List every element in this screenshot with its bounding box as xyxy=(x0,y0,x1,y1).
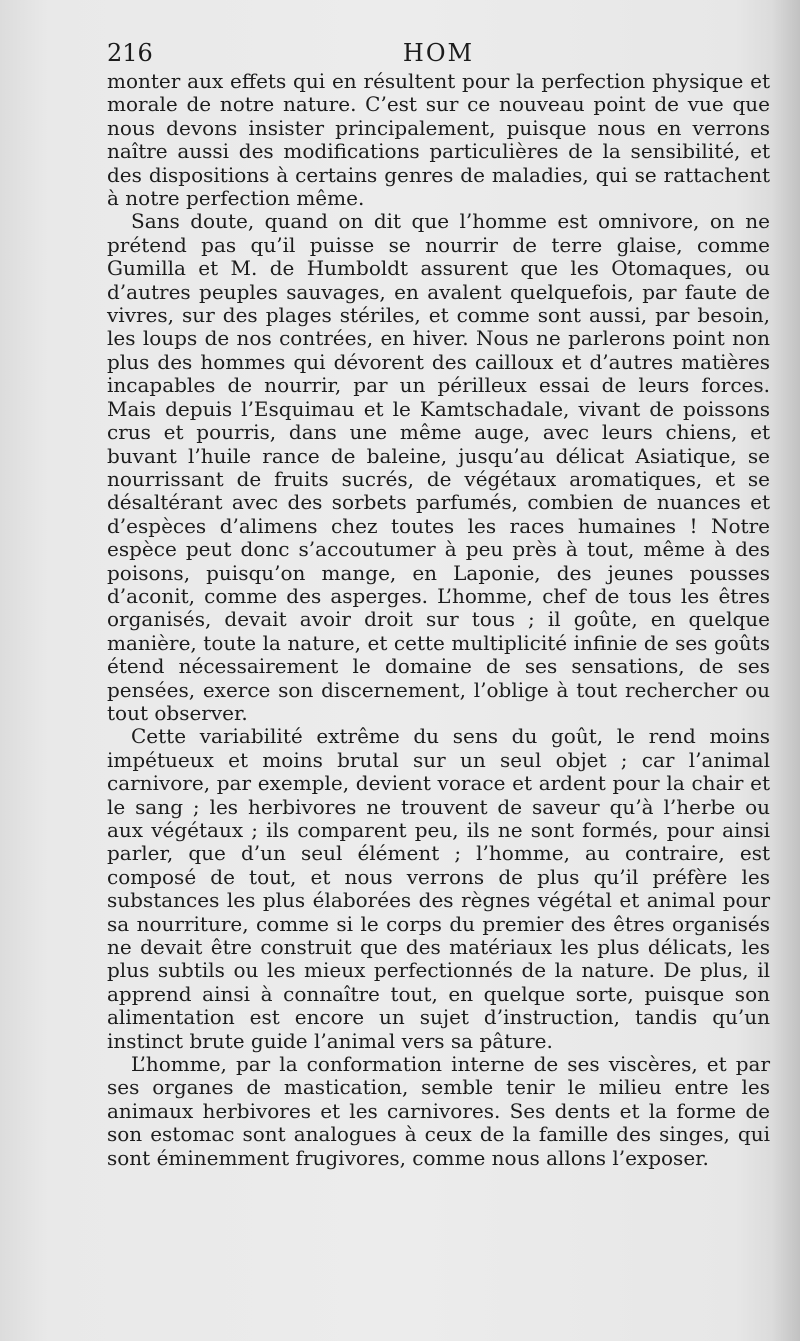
running-title: HOM xyxy=(402,39,475,67)
paragraph-taste-variability: Cette variabilité extrême du sens du goût, le rend moins impétueux et moins brutal sur un seul objet ; car l’animal carnivore, par exemple, devient vorace et ardent pour la chair et le sang ; les herbivores ne trouvent de saveur qu’à l’herbe ou aux végétaux ; ils comparent peu, ils ne sont formés, pour ainsi parler, que d’un seul élément ; l’homme, au contraire, est composé de tout, et nous verrons de plus qu’il préfère les substances les plus élaborées des règnes végétal et animal pour sa nourriture, comme si le corps du premier des êtres organisés ne devait être construit que des matériaux les plus délicats, les plus subtils ou les mieux perfectionnés de la nature. De plus, il apprend ainsi à connaître tout, en quelque sorte, puisque son alimentation est encore un sujet d’instruction, tandis qu’un instinct brute guide l’animal vers sa pâture. xyxy=(107,724,770,1053)
paragraph-continuation: monter aux effets qui en résultent pour la perfection physique et morale de notre nature. C’est sur ce nouveau point de vue que nous devons insister principalement, puisque nous en verrons naître aussi des modifications particulières de la sensibilité, et des dispositions à certains genres de maladies, qui se rattachent à notre perfection même. xyxy=(107,69,770,211)
paragraph-omnivore: Sans doute, quand on dit que l’homme est omnivore, on ne prétend pas qu’il puisse se nourrir de terre glaise, comme Gumilla et M. de Humboldt assurent que les Otomaques, ou d’autres peuples sauvages, en avalent quelquefois, par faute de vivres, sur des plages stériles, et comme sont aussi, par besoin, les loups de nos contrées, en hiver. Nous ne parlerons point non plus des hommes qui dévorent des cailloux et d’autres matières incapables de nourrir, par un périlleux essai de leurs forces. Mais depuis l’Esquimau et le Kamtschadale, vivant de poissons crus et pourris, dans une même auge, avec leurs chiens, et buvant l’huile rance de baleine, jusqu’au délicat Asiatique, se nourrissant de fruits sucrés, de végétaux aromatiques, et se désaltérant avec des sorbets parfumés, combien de nuances et d’espèces d’alimens chez toutes les races humaines ! Notre espèce peut donc s’accoutumer à peu près à tout, même à des poisons, puisqu’on mange, en Laponie, des jeunes pousses d’aconit, comme des asperges. L’homme, chef de tous les êtres organisés, devait avoir droit sur tous ; il goûte, en quelque manière, toute la nature, et cette multiplicité infinie de ses goûts étend nécessairement le domaine de ses sensations, de ses pensées, exerce son discernement, l’oblige à tout rechercher ou tout observer. xyxy=(107,209,770,725)
page-number: 216 xyxy=(107,39,153,67)
body-text xyxy=(107,70,770,1170)
paragraph-conformation: L’homme, par la conformation interne de ses viscères, et par ses organes de mastication, semble tenir le milieu entre les animaux herbivores et les carnivores. Ses dents et la forme de son estomac sont analogues à ceux de la famille des singes, qui sont éminemment frugivores, comme nous allons l’exposer. xyxy=(107,1052,770,1170)
running-head xyxy=(107,38,770,68)
